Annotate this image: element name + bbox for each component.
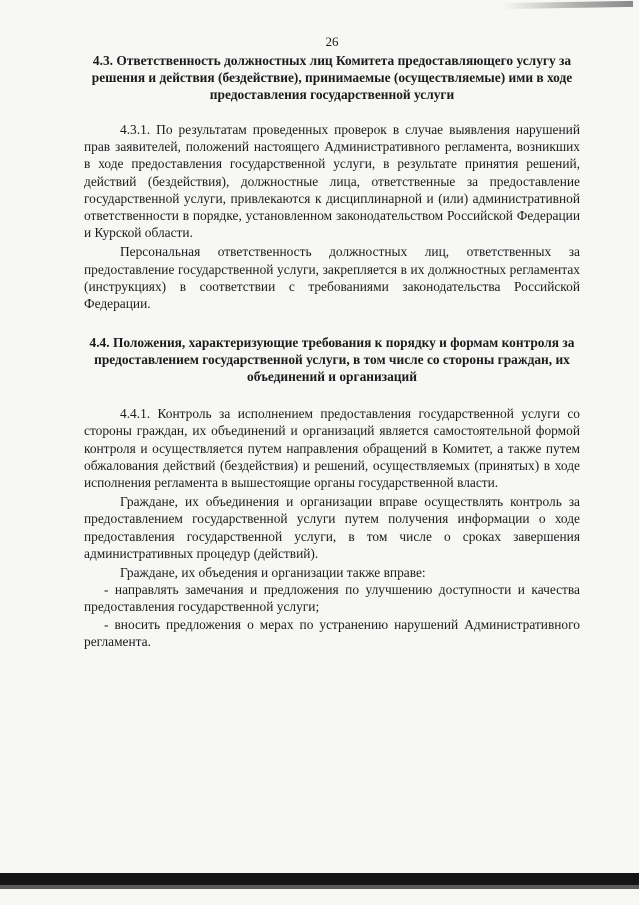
list-item: - вносить предложения о мерах по устранению нарушений Административного регламента. bbox=[84, 616, 580, 649]
personal-responsibility-paragraph: Персональная ответственность должностных лиц, ответственных за предоставление государственной услуги, закрепляется в их должностных регламентах (инструкциях) в соответствии с требованиями законодательства Российской Федерации. bbox=[84, 244, 580, 312]
list-item: - направлять замечания и предложения по улучшению доступности и качества предоставления государственной услуги; bbox=[84, 582, 580, 615]
section-4-3-heading: 4.3. Ответственность должностных лиц Комитета предоставляющего услугу за решения и действия (бездействие), принимаемые (осуществляемые) ими в ходе предоставления государственной услуги bbox=[91, 53, 573, 102]
scan-bottom-edge bbox=[0, 885, 639, 889]
citizens-rights-intro: Граждане, их объедения и организации также вправе: bbox=[120, 565, 426, 581]
citizens-control-paragraph: Граждане, их объединения и организации вправе осуществлять контроль за предоставлением государственной услуги путем получения информации о ходе предоставления государственной услуги, в том числе о сроках завершения административных процедур (действий). bbox=[84, 494, 580, 561]
page-number: 26 bbox=[325, 34, 339, 49]
scan-bottom-band bbox=[0, 873, 639, 885]
section-4-4-1-paragraph: 4.4.1. Контроль за исполнением предоставления государственной услуги со стороны граждан, их объединений и организаций является самостоятельной формой контроля и осуществляется путем направления обращений в Комитет, а также путем обжалования действий (бездействия) и решений, осуществляемых (принятых) в ходе исполнения регламента в вышестоящие органы государственной власти. bbox=[84, 406, 580, 491]
section-4-3-1-paragraph: 4.3.1. По результатам проведенных проверок в случае выявления нарушений прав заявителей, положений настоящего Административного регламента, возникших в ходе предоставления государственной услуги, в результате принятия решений, действий (бездействия), должностные лица, ответственные за предоставление государственной услуги, привлекаются к дисциплинарной и (или) административной ответственности в порядке, установленном законодательством Российской Федерации и Курской области. bbox=[84, 122, 580, 241]
document-page bbox=[84, 34, 580, 650]
section-4-4-heading: 4.4. Положения, характеризующие требования к порядку и формам контроля за предоставлением государственной услуги, в том числе со стороны граждан, их объединений и организаций bbox=[89, 335, 575, 385]
scan-artifact bbox=[503, 1, 633, 9]
